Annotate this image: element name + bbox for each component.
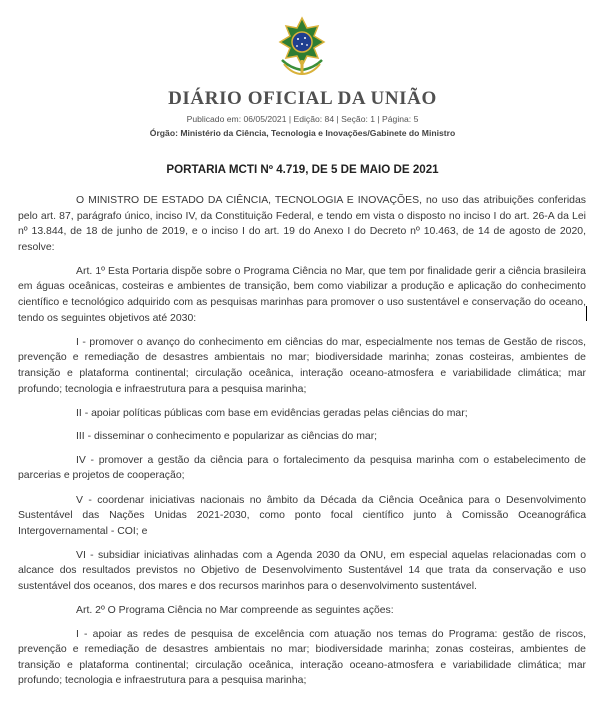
art1-item-iii: III - disseminar o conhecimento e popularizar as ciências do mar; xyxy=(76,431,378,443)
coat-of-arms-emblem-icon xyxy=(276,16,328,76)
art1-item-v: V - coordenar iniciativas nacionais no âmbito da Década da Ciência Oceânica para o Desenvolvimento Sustentável das Nações Unidas 2021-2030, como ponto focal científico junto à Comissão Oceanográfica Intergovernamental - COI; e xyxy=(18,494,586,537)
issuing-body: Órgão: Ministério da Ciência, Tecnologia e Inovações/Gabinete do Ministro xyxy=(149,128,456,138)
art1-item-ii: II - apoiar políticas públicas com base em evidências geradas pelas ciências do mar; xyxy=(76,407,468,419)
article-2-paragraph: Art. 2º O Programa Ciência no Mar compreende as seguintes ações: xyxy=(76,605,394,617)
art1-item-iv: IV - promover a gestão da ciência para o fortalecimento da pesquisa marinha com o estabelecimento de parcerias e projetos de cooperação; xyxy=(18,454,586,482)
art1-item-vi: VI - subsidiar iniciativas alinhadas com a Agenda 2030 da ONU, em especial aquelas relacionadas com o alcance dos resultados previstos no Objetivo de Desenvolvimento Sustentável 14 que trata da conservação e uso sustentável dos oceanos, dos mares e dos recursos marinhos para o desenvolvimento sustentável. xyxy=(18,549,586,592)
preamble-paragraph: O MINISTRO DE ESTADO DA CIÊNCIA, TECNOLOGIA E INOVAÇÕES, no uso das atribuições conferidas pelo art. 87, parágrafo único, inciso IV, da Constituição Federal, e tendo em vista o disposto no inciso I do art. 26-A da Lei nº 13.844, de 18 de junho de 2019, e o inciso I do art. 19 do Anexo I do Decreto nº 10.463, de 14 de agosto de 2020, resolve: xyxy=(18,195,586,253)
document-body xyxy=(18,193,586,698)
article-1-paragraph: Art. 1º Esta Portaria dispõe sobre o Programa Ciência no Mar, que tem por finalidade gerir a ciência brasileira em águas oceânicas, costeiras e ambientes de transição, bem como viabilizar a produção e aplicação do conhecimento científico e tecnológico adquirido com as pesquisas marinhas para promover o uso sustentável e conservação do oceano, tendo os seguintes objetivos até 2030: xyxy=(18,265,586,324)
art2-item-i: I - apoiar as redes de pesquisa de excelência com atuação nos temas do Programa: gestão de riscos, prevenção e remediação de desastres ambientais no mar; biodiversidade marinha; zonas costeiras, ambientes de transição e plataforma continental; circulação oceânica, interação oceano-atmosfera e variabilidade climática; mar profundo; tecnologia e infraestrutura para a pesquisa marinha; xyxy=(18,628,586,687)
art1-item-i: I - promover o avanço do conhecimento em ciências do mar, especialmente nos temas de Gestão de riscos, prevenção e remediação de desastres ambientais no mar; biodiversidade marinha; zonas costeiras, ambientes de transição e plataforma continental; circulação oceânica, interação oceano-atmosfera e variabilidade climática; mar profundo; tecnologia e infraestrutura para a pesquisa marinha; xyxy=(18,336,586,395)
portaria-heading: PORTARIA MCTI Nº 4.719, DE 5 DE MAIO DE 2021 xyxy=(166,163,439,176)
newspaper-title: DIÁRIO OFICIAL DA UNIÃO xyxy=(168,88,437,109)
publication-metadata: Publicado em: 06/05/2021 | Edição: 84 | Seção: 1 | Página: 5 xyxy=(186,114,419,124)
text-cursor xyxy=(586,306,587,321)
